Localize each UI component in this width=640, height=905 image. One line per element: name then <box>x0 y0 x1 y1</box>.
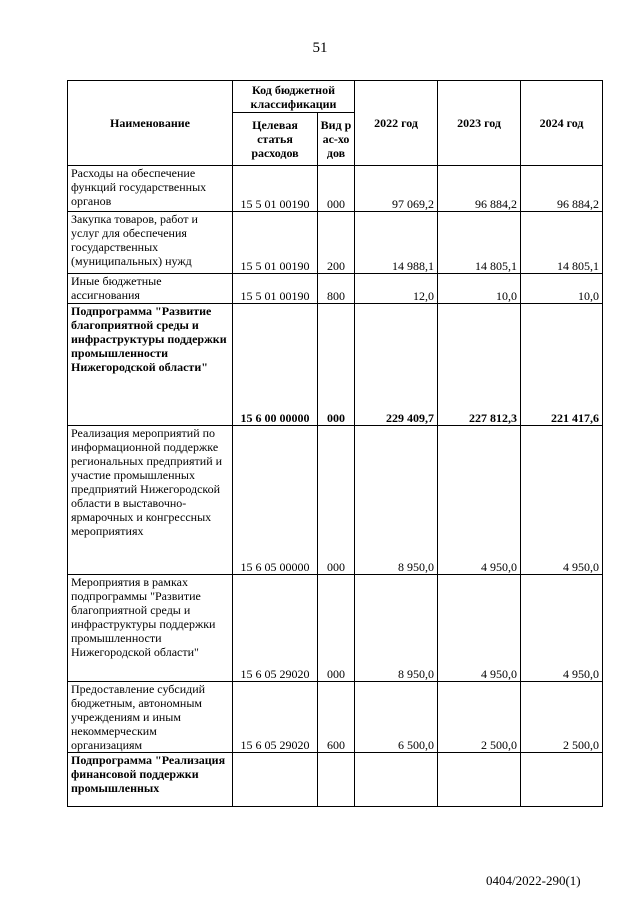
table-row <box>68 753 603 807</box>
table-row <box>68 274 603 304</box>
row-value-2023: 4 950,0 <box>438 575 521 682</box>
table-row <box>68 304 603 426</box>
header-expense-kind: Вид рас-ходов <box>318 113 355 166</box>
row-value-2022: 6 500,0 <box>355 682 438 753</box>
table-row <box>68 212 603 274</box>
row-target-code <box>233 753 318 807</box>
header-2023: 2023 год <box>438 81 521 166</box>
row-expense-kind: 000 <box>318 426 355 575</box>
row-target-code: 15 6 05 29020 <box>233 575 318 682</box>
row-name: Подпрограмма "Развитие благоприятной среды и инфраструктуры поддержки промышленности Нижегородской области" <box>68 304 233 426</box>
row-value-2022: 8 950,0 <box>355 575 438 682</box>
row-value-2023: 10,0 <box>438 274 521 304</box>
row-value-2024: 10,0 <box>521 274 603 304</box>
row-target-code: 15 5 01 00190 <box>233 212 318 274</box>
row-value-2024: 96 884,2 <box>521 166 603 212</box>
row-name: Реализация мероприятий по информационной поддержке региональных предприятий и участие промышленных предприятий Нижегородской области в выставочно-ярмарочных и конгрессных мероприятиях <box>68 426 233 575</box>
header-code-group: Код бюджетной классификации <box>233 81 355 113</box>
row-target-code: 15 6 00 00000 <box>233 304 318 426</box>
row-value-2022: 229 409,7 <box>355 304 438 426</box>
row-value-2023: 2 500,0 <box>438 682 521 753</box>
row-value-2024: 221 417,6 <box>521 304 603 426</box>
row-expense-kind: 200 <box>318 212 355 274</box>
row-value-2024: 14 805,1 <box>521 212 603 274</box>
row-value-2022 <box>355 753 438 807</box>
row-value-2023: 96 884,2 <box>438 166 521 212</box>
row-target-code: 15 5 01 00190 <box>233 274 318 304</box>
row-target-code: 15 6 05 00000 <box>233 426 318 575</box>
row-value-2024: 4 950,0 <box>521 426 603 575</box>
row-value-2022: 12,0 <box>355 274 438 304</box>
header-target-article: Целевая статья расходов <box>233 113 318 166</box>
row-expense-kind: 600 <box>318 682 355 753</box>
table-row <box>68 682 603 753</box>
row-expense-kind: 000 <box>318 304 355 426</box>
document-id: 0404/2022-290(1) <box>486 873 581 888</box>
row-value-2024: 4 950,0 <box>521 575 603 682</box>
row-expense-kind <box>318 753 355 807</box>
row-expense-kind: 000 <box>318 166 355 212</box>
row-value-2024: 2 500,0 <box>521 682 603 753</box>
row-value-2024 <box>521 753 603 807</box>
row-value-2023: 227 812,3 <box>438 304 521 426</box>
row-value-2022: 14 988,1 <box>355 212 438 274</box>
row-value-2022: 8 950,0 <box>355 426 438 575</box>
table-row <box>68 426 603 575</box>
row-value-2023: 4 950,0 <box>438 426 521 575</box>
row-name: Мероприятия в рамках подпрограммы "Развитие благоприятной среды и инфраструктуры поддержки промышленности Нижегородской области" <box>68 575 233 682</box>
row-value-2022: 97 069,2 <box>355 166 438 212</box>
row-expense-kind: 800 <box>318 274 355 304</box>
row-name: Расходы на обеспечение функций государственных органов <box>68 166 233 212</box>
row-name: Предоставление субсидий бюджетным, автономным учреждениям и иным некоммерческим организациям <box>68 682 233 753</box>
row-target-code: 15 5 01 00190 <box>233 166 318 212</box>
row-expense-kind: 000 <box>318 575 355 682</box>
header-2024: 2024 год <box>521 81 603 166</box>
row-name: Подпрограмма "Реализация финансовой поддержки промышленных <box>68 753 233 807</box>
header-name: Наименование <box>68 81 233 166</box>
header-2022: 2022 год <box>355 81 438 166</box>
table-row <box>68 575 603 682</box>
page-number: 51 <box>312 40 328 56</box>
table-body <box>68 166 603 807</box>
row-name: Закупка товаров, работ и услуг для обеспечения государственных (муниципальных) нужд <box>68 212 233 274</box>
row-value-2023 <box>438 753 521 807</box>
table-row <box>68 166 603 212</box>
row-name: Иные бюджетные ассигнования <box>68 274 233 304</box>
row-value-2023: 14 805,1 <box>438 212 521 274</box>
row-target-code: 15 6 05 29020 <box>233 682 318 753</box>
budget-table <box>67 80 603 807</box>
